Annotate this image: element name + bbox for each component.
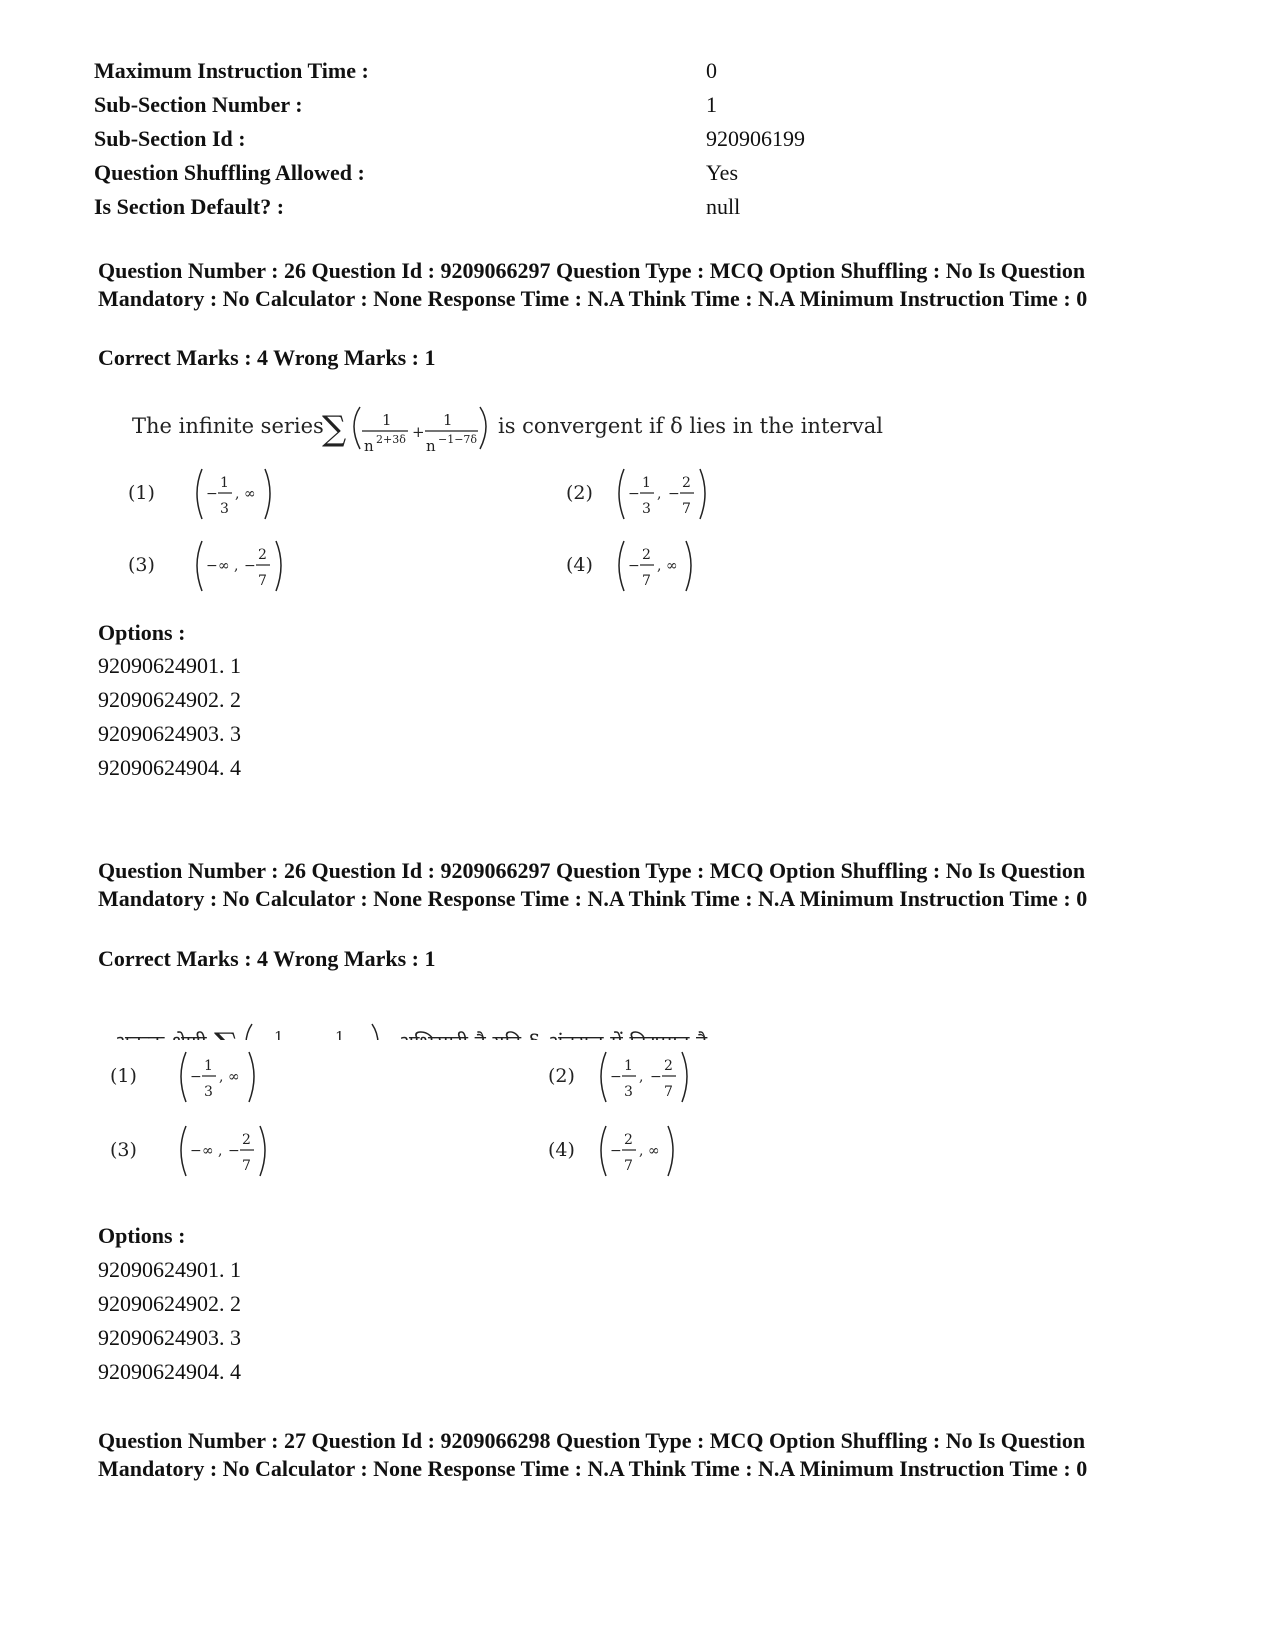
statement-suffix: is convergent if δ lies in the interval [498, 414, 883, 438]
question-marks: Correct Marks : 4 Wrong Marks : 1 [98, 345, 436, 370]
numerator: 1 [624, 1058, 633, 1074]
sigma-symbol: ∑ [322, 409, 347, 449]
meta-label: Maximum Instruction Time : [94, 58, 369, 83]
numerator: 2 [642, 547, 651, 563]
statement-suffix: अभिसारी है यदि δ अंतराल में विद्यमान है – [398, 1031, 725, 1055]
minus: − [190, 1143, 202, 1159]
numerator: 1 [642, 475, 651, 491]
minus: − [668, 486, 680, 502]
options-list [98, 649, 241, 785]
base: n [318, 1054, 328, 1072]
option-label: (2) [566, 482, 593, 504]
meta-label: Is Section Default? : [94, 194, 285, 219]
minus: − [244, 558, 256, 574]
numerator: 1 [274, 1028, 284, 1046]
denominator: 7 [242, 1158, 251, 1174]
comma: , [639, 1143, 644, 1159]
meta-value: Yes [706, 160, 739, 185]
question-marks: Correct Marks : 4 Wrong Marks : 1 [98, 946, 436, 971]
option-label: (3) [128, 554, 155, 576]
minus: − [628, 486, 640, 502]
meta-value: 1 [706, 92, 717, 117]
question-options-image [104, 1040, 904, 1190]
exponent: 2+3δ [268, 1050, 298, 1063]
sigma-symbol: ∑ [214, 1026, 239, 1066]
minus: − [628, 558, 640, 574]
meta-label: Sub-Section Number : [94, 92, 303, 117]
question-header: Question Number : 26 Question Id : 9209066297 Question Type : MCQ Option Shuffling : No Is Question Mandatory : No Calculator : None Response Time : N.A Think Time : N.A Minimum Instruction Time : 0 [98, 258, 1088, 311]
denominator: 3 [204, 1084, 213, 1100]
comma: , [234, 558, 239, 574]
minus: − [206, 486, 218, 502]
statement-prefix: The infinite series [132, 414, 324, 438]
meta-value: 920906199 [706, 126, 805, 151]
minus: − [190, 1069, 202, 1085]
option-item: 92090624903. 3 [98, 721, 241, 746]
infinity: ∞ [648, 1143, 660, 1159]
option-item: 92090624902. 2 [98, 1291, 241, 1316]
options-title: Options : [98, 1223, 186, 1248]
options-title: Options : [98, 620, 186, 645]
minus: − [206, 558, 218, 574]
minus: − [650, 1069, 662, 1085]
statement-prefix: अनन्तः श्रेणी [114, 1031, 207, 1055]
question-image [120, 395, 920, 615]
option-item: 92090624901. 1 [98, 1257, 241, 1282]
option-item: 92090624904. 4 [98, 755, 241, 780]
exponent: −1−7δ [330, 1050, 370, 1063]
numerator: 2 [664, 1058, 673, 1074]
infinity: ∞ [218, 558, 230, 574]
plus: + [412, 423, 425, 441]
numerator: 2 [624, 1132, 633, 1148]
numerator: 1 [443, 411, 453, 429]
comma: , [218, 1143, 223, 1159]
denominator: 7 [258, 573, 267, 589]
option-item: 92090624901. 1 [98, 653, 241, 678]
exponent: 2+3δ [376, 433, 406, 446]
question-header: Question Number : 27 Question Id : 9209066298 Question Type : MCQ Option Shuffling : No Is Question Mandatory : No Calculator : None Response Time : N.A Think Time : N.A Minimum Instruction Time : 0 [98, 1428, 1088, 1481]
option-label: (1) [110, 1065, 137, 1087]
comma: , [657, 486, 662, 502]
option-item: 92090624904. 4 [98, 1359, 241, 1384]
numerator: 2 [242, 1132, 251, 1148]
denominator: 3 [220, 501, 229, 517]
base: n [256, 1054, 266, 1072]
numerator: 2 [258, 547, 267, 563]
comma: , [657, 558, 662, 574]
denominator: 7 [682, 501, 691, 517]
denominator: 7 [664, 1084, 673, 1100]
meta-value: 0 [706, 58, 717, 83]
option-label: (4) [566, 554, 593, 576]
option-item: 92090624903. 3 [98, 1325, 241, 1350]
denominator: 3 [642, 501, 651, 517]
option-item: 92090624902. 2 [98, 687, 241, 712]
denominator: 7 [642, 573, 651, 589]
infinity: ∞ [244, 486, 256, 502]
comma: , [235, 486, 240, 502]
option-label: (2) [548, 1065, 575, 1087]
minus: − [610, 1143, 622, 1159]
denominator: 3 [624, 1084, 633, 1100]
base: n [426, 437, 436, 455]
question-header: Question Number : 26 Question Id : 9209066297 Question Type : MCQ Option Shuffling : No Is Question Mandatory : No Calculator : None Response Time : N.A Think Time : N.A Minimum Instruction Time : 0 [98, 858, 1088, 911]
option-label: (3) [110, 1139, 137, 1161]
meta-value: null [706, 194, 741, 219]
denominator: 7 [624, 1158, 633, 1174]
minus: − [610, 1069, 622, 1085]
comma: , [219, 1069, 224, 1085]
minus: − [228, 1143, 240, 1159]
options-list [98, 1253, 241, 1389]
exponent: −1−7δ [438, 433, 478, 446]
numerator: 1 [220, 475, 229, 491]
infinity: ∞ [666, 558, 678, 574]
numerator: 1 [335, 1028, 345, 1046]
numerator: 2 [682, 475, 691, 491]
infinity: ∞ [228, 1069, 240, 1085]
option-label: (4) [548, 1139, 575, 1161]
numerator: 1 [382, 411, 392, 429]
comma: , [639, 1069, 644, 1085]
meta-label: Sub-Section Id : [94, 126, 246, 151]
meta-label: Question Shuffling Allowed : [94, 160, 365, 185]
base: n [364, 437, 374, 455]
numerator: 1 [204, 1058, 213, 1074]
plus: + [304, 1040, 317, 1058]
infinity: ∞ [202, 1143, 214, 1159]
option-label: (1) [128, 482, 155, 504]
